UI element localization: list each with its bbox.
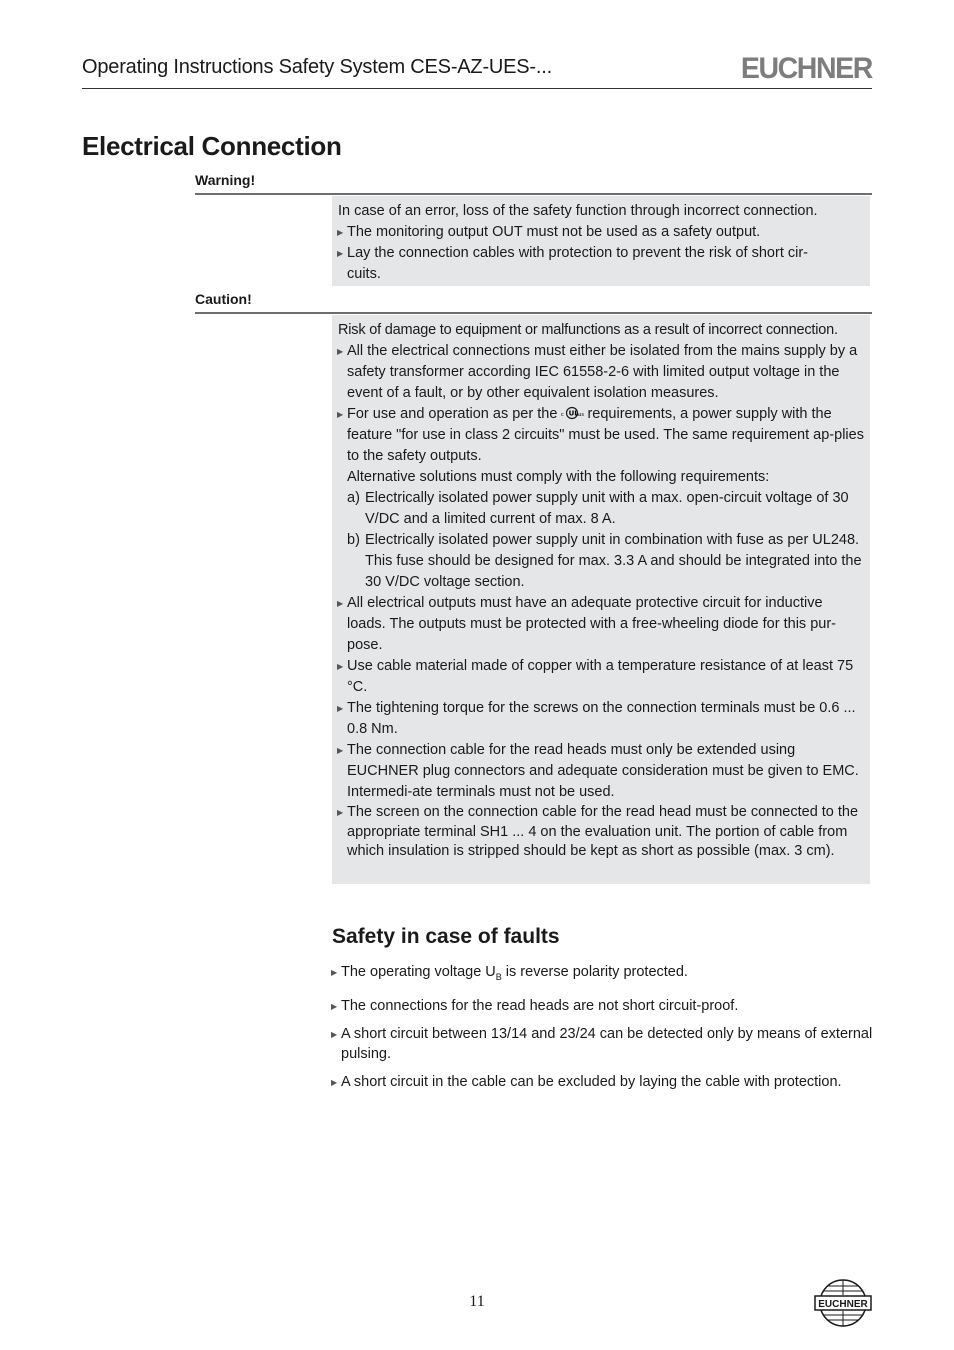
svg-text:UL: UL bbox=[569, 409, 580, 418]
arrow-icon: ▶ bbox=[331, 1078, 338, 1087]
caution-sub-item: a) Electrically isolated power supply unit with a max. open-circuit voltage of 30 V/DC and a limited current of max. 8 A. bbox=[347, 490, 849, 527]
fault-item: ▶ A short circuit between 13/14 and 23/24 can be detected only by means of external pulsing. bbox=[331, 1026, 873, 1062]
caution-bullet: ▶ The tightening torque for the screws on the connection terminals must be 0.6 ... 0.8 Nm. bbox=[337, 700, 856, 737]
arrow-icon: ▶ bbox=[331, 1030, 338, 1039]
caution-box bbox=[332, 315, 870, 884]
arrow-icon: ▶ bbox=[337, 746, 344, 755]
document-title: Operating Instructions Safety System CES-AZ-UES-... bbox=[82, 56, 552, 78]
arrow-icon: ▶ bbox=[337, 662, 344, 671]
warning-bullet: ▶ The monitoring output OUT must not be used as a safety output. bbox=[338, 222, 864, 243]
euchner-seal-logo bbox=[814, 1278, 872, 1328]
arrow-icon: ▶ bbox=[337, 599, 344, 608]
fault-item: ▶ A short circuit in the cable can be excluded by laying the cable with protection. bbox=[332, 1073, 877, 1093]
warning-intro: In case of an error, loss of the safety function through incorrect connection. bbox=[338, 203, 818, 219]
ul-mark-icon bbox=[561, 406, 583, 420]
caution-sub-item: b) Electrically isolated power supply unit in combination with fuse as per UL248. This fuse should be designed for max. 3.3 A and should be integrated into the 30 V/DC voltage section. bbox=[347, 532, 862, 590]
svg-text:c: c bbox=[561, 412, 565, 418]
caution-alternative: Alternative solutions must comply with the following requirements: bbox=[347, 469, 770, 485]
warning-label: Warning! bbox=[195, 172, 256, 188]
caution-bullet: ▶ The screen on the connection cable for the read head must be connected to the appropriate terminal SH1 ... 4 on the evaluation unit. The portion of cable from which insulation is stripped should be kept as short as possible (max. 3 cm). bbox=[337, 804, 859, 859]
warning-bullet: ▶ Lay the connection cables with protection to prevent the risk of short cir- bbox=[338, 243, 864, 264]
svg-text:EUCHNER: EUCHNER bbox=[818, 1299, 868, 1310]
faults-title: Safety in case of faults bbox=[332, 925, 560, 948]
faults-list bbox=[332, 963, 877, 1102]
section-title: Electrical Connection bbox=[82, 131, 342, 161]
euchner-logo: EUCHNER bbox=[741, 52, 872, 85]
page-header bbox=[82, 52, 872, 89]
warning-rule bbox=[195, 193, 872, 195]
svg-text:us: us bbox=[578, 412, 585, 418]
caution-bullet: ▶ Use cable material made of copper with a temperature resistance of at least 75 °C. bbox=[337, 658, 854, 695]
arrow-icon: ▶ bbox=[337, 347, 344, 356]
caution-label: Caution! bbox=[195, 291, 252, 307]
caution-bullet: ▶ All the electrical connections must either be isolated from the mains supply by a safety transformer according IEC 61558-2-6 with limited output voltage in the event of a fault, or by other equivalent isolation measures. bbox=[337, 343, 858, 401]
caution-intro: Risk of damage to equipment or malfunctions as a result of incorrect connection. bbox=[338, 322, 838, 338]
arrow-icon: ▶ bbox=[337, 410, 344, 419]
arrow-icon: ▶ bbox=[331, 968, 338, 977]
caution-bullet: ▶ For use and operation as per the c UL us requirements, a power supply with the feature "for use in class 2 circuits" must be used. The same requirement ap-plies to the safety outputs. bbox=[337, 406, 864, 464]
arrow-icon: ▶ bbox=[337, 704, 344, 713]
arrow-icon: ▶ bbox=[337, 228, 344, 237]
arrow-icon: ▶ bbox=[337, 808, 344, 817]
fault-item: ▶ The operating voltage $U_B$ is reverse polarity protected. bbox=[331, 964, 688, 982]
caution-bullet: ▶ All electrical outputs must have an adequate protective circuit for inductive loads. The outputs must be protected with a free-wheeling diode for this pur-pose. bbox=[337, 595, 836, 653]
arrow-icon: ▶ bbox=[331, 1001, 338, 1011]
caution-bullet: ▶ The connection cable for the read heads must only be extended using EUCHNER plug connectors and adequate consideration must be given to EMC. Intermedi-ate terminals must not be used. bbox=[337, 742, 859, 800]
caution-rule bbox=[195, 312, 872, 314]
arrow-icon: ▶ bbox=[337, 249, 344, 258]
page-number: 11 bbox=[469, 1293, 485, 1310]
warning-bullet-continuation: cuits. bbox=[347, 266, 381, 282]
warning-box bbox=[332, 196, 870, 286]
fault-item: ▶ The connections for the read heads are not short circuit-proof. bbox=[332, 997, 877, 1017]
